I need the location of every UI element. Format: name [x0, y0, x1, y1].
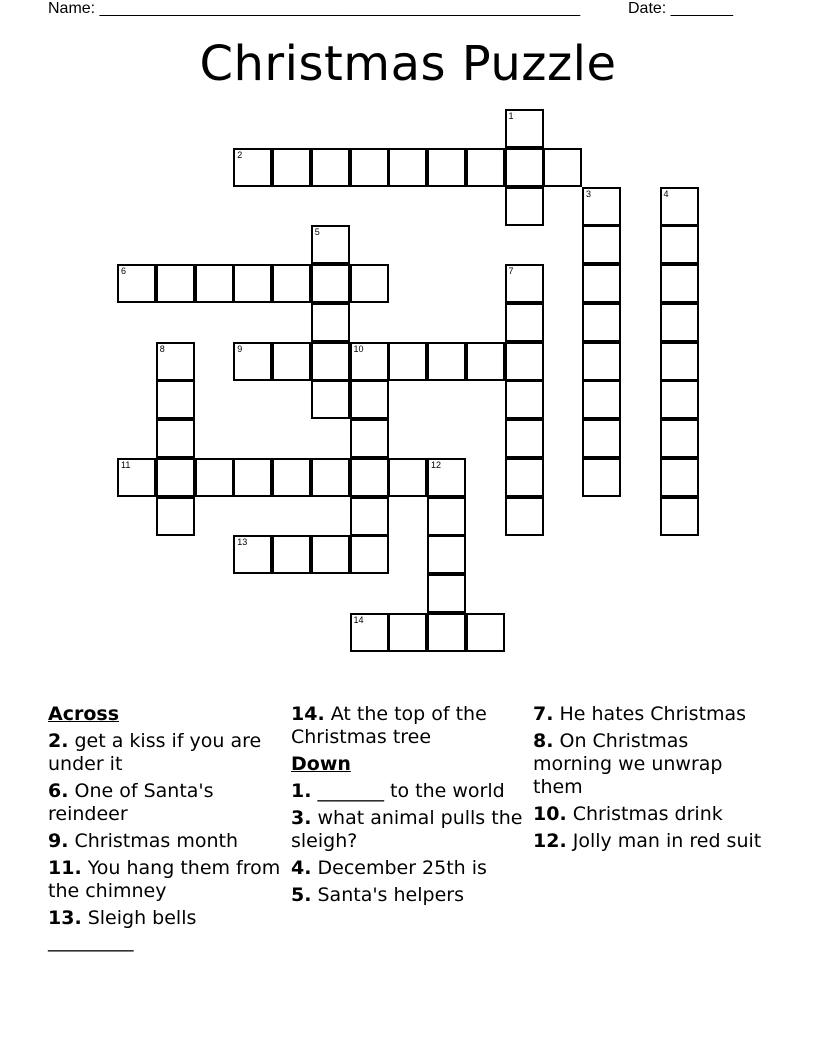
- crossword-cell[interactable]: [233, 458, 272, 497]
- crossword-cell[interactable]: [311, 303, 350, 342]
- crossword-cell[interactable]: [350, 497, 389, 536]
- clue-across-11: [48, 857, 284, 903]
- crossword-cell[interactable]: [388, 148, 427, 187]
- crossword-cell[interactable]: [156, 264, 195, 303]
- crossword-cell[interactable]: [388, 342, 427, 381]
- crossword-cell[interactable]: [350, 535, 389, 574]
- crossword-cell[interactable]: [272, 342, 311, 381]
- clue-across-6: [48, 780, 284, 826]
- clue-text: He hates Christmas: [553, 703, 747, 725]
- crossword-cell[interactable]: [350, 380, 389, 419]
- clue-number: 5.: [291, 884, 312, 906]
- puzzle-title: Christmas Puzzle: [199, 36, 617, 92]
- clue-text: Christmas drink: [566, 803, 723, 825]
- crossword-cell[interactable]: [582, 187, 621, 226]
- crossword-cell[interactable]: [350, 419, 389, 458]
- clue-down-7: [533, 703, 769, 726]
- cell-number: 6: [121, 266, 127, 276]
- crossword-cell[interactable]: [272, 148, 311, 187]
- cell-number: 14: [353, 614, 364, 625]
- clue-number: 2.: [48, 730, 69, 752]
- crossword-cell[interactable]: [582, 264, 621, 303]
- crossword-cell[interactable]: [582, 303, 621, 342]
- crossword-cell[interactable]: [233, 264, 272, 303]
- crossword-cell[interactable]: [233, 148, 272, 187]
- clue-number: 3.: [291, 807, 312, 829]
- crossword-cell[interactable]: [311, 264, 350, 303]
- crossword-cell[interactable]: [156, 342, 195, 381]
- clue-number: 14.: [291, 703, 325, 725]
- clue-number: 6.: [48, 780, 69, 802]
- clue-down-10: [533, 803, 769, 826]
- crossword-cell[interactable]: [195, 458, 234, 497]
- crossword-cell[interactable]: [505, 458, 544, 497]
- clue-text: You hang them from the chimney: [48, 857, 281, 902]
- clue-across-14: [291, 703, 527, 749]
- clue-text: Christmas month: [68, 830, 238, 852]
- crossword-cell[interactable]: [505, 419, 544, 458]
- cell-number: 7: [508, 266, 514, 276]
- crossword-cell[interactable]: [350, 264, 389, 303]
- crossword-cell[interactable]: [427, 535, 466, 574]
- crossword-cell[interactable]: [505, 380, 544, 419]
- crossword-cell[interactable]: [311, 458, 350, 497]
- crossword-cell[interactable]: [505, 264, 544, 303]
- cell-number: 8: [159, 343, 165, 354]
- crossword-cell[interactable]: [117, 264, 156, 303]
- cell-number: 5: [314, 227, 320, 238]
- clue-down-8: [533, 730, 769, 799]
- cell-number: 2: [237, 149, 243, 160]
- clue-text: what animal pulls the sleigh?: [291, 807, 523, 852]
- clue-number: 10.: [533, 803, 567, 825]
- crossword-cell[interactable]: [156, 497, 195, 536]
- crossword-cell[interactable]: [505, 109, 544, 148]
- clue-down-1: [291, 780, 527, 803]
- cell-number: 4: [663, 188, 669, 199]
- clue-down-12: [533, 830, 769, 853]
- crossword-cell[interactable]: [660, 342, 699, 381]
- clue-text: December 25th is: [311, 857, 487, 879]
- crossword-cell[interactable]: [311, 380, 350, 419]
- crossword-cell[interactable]: [427, 497, 466, 536]
- crossword-cell[interactable]: [427, 613, 466, 652]
- crossword-cell[interactable]: [156, 380, 195, 419]
- crossword-cell[interactable]: [350, 613, 389, 652]
- crossword-cell[interactable]: [156, 419, 195, 458]
- crossword-cell[interactable]: [466, 613, 505, 652]
- clues-column-3: [533, 703, 769, 857]
- crossword-cell[interactable]: [350, 148, 389, 187]
- clue-number: 9.: [48, 830, 69, 852]
- clue-number: 11.: [48, 857, 82, 879]
- clue-number: 1.: [291, 780, 312, 802]
- name-field-line: Name: ______________________________________________________: [48, 0, 581, 17]
- crossword-cell[interactable]: [582, 419, 621, 458]
- clue-text: Sleigh bells _________: [48, 907, 197, 952]
- crossword-cell[interactable]: [233, 535, 272, 574]
- clue-number: 7.: [533, 703, 554, 725]
- crossword-cell[interactable]: [660, 264, 699, 303]
- crossword-cell[interactable]: [272, 535, 311, 574]
- clue-number: 8.: [533, 730, 554, 752]
- crossword-cell[interactable]: [427, 458, 466, 497]
- crossword-cell[interactable]: [582, 342, 621, 381]
- clue-text: At the top of the Christmas tree: [291, 703, 487, 748]
- crossword-cell[interactable]: [660, 225, 699, 264]
- crossword-cell[interactable]: [582, 458, 621, 497]
- crossword-cell[interactable]: [311, 148, 350, 187]
- clue-text: On Christmas morning we unwrap them: [533, 730, 723, 798]
- crossword-cell[interactable]: [311, 342, 350, 381]
- crossword-cell[interactable]: [388, 613, 427, 652]
- clue-text: Jolly man in red suit: [566, 830, 762, 852]
- clue-across-9: [48, 830, 284, 853]
- clue-down-5: [291, 884, 527, 907]
- crossword-cell[interactable]: [156, 458, 195, 497]
- crossword-cell[interactable]: [660, 380, 699, 419]
- clue-number: 13.: [48, 907, 82, 929]
- crossword-cell[interactable]: [272, 458, 311, 497]
- crossword-cell[interactable]: [388, 458, 427, 497]
- clue-number: 4.: [291, 857, 312, 879]
- date-field-line: Date: _______: [628, 0, 733, 17]
- crossword-cell[interactable]: [660, 303, 699, 342]
- crossword-cell[interactable]: [272, 264, 311, 303]
- clue-number: 12.: [533, 830, 567, 852]
- crossword-cell[interactable]: [427, 342, 466, 381]
- clue-down-3: [291, 807, 527, 853]
- down-heading: Down: [291, 753, 351, 775]
- clues-column-1: [48, 703, 284, 957]
- crossword-cell[interactable]: [427, 148, 466, 187]
- crossword-cell[interactable]: [505, 497, 544, 536]
- cell-number: 11: [121, 459, 131, 470]
- clue-text: One of Santa's reindeer: [48, 780, 214, 825]
- clue-text: _______ to the world: [311, 780, 505, 802]
- cell-number: 10: [353, 343, 364, 354]
- crossword-cell[interactable]: [505, 342, 544, 381]
- crossword-cell[interactable]: [660, 187, 699, 226]
- crossword-cell[interactable]: [660, 458, 699, 497]
- crossword-cell[interactable]: [543, 148, 582, 187]
- crossword-cell[interactable]: [505, 187, 544, 226]
- crossword-cell[interactable]: [660, 419, 699, 458]
- cell-number: 3: [586, 188, 592, 199]
- crossword-cell[interactable]: [427, 574, 466, 613]
- crossword-cell[interactable]: [505, 303, 544, 342]
- crossword-cell[interactable]: [582, 380, 621, 419]
- cell-number: 12: [431, 459, 442, 470]
- crossword-cell[interactable]: [233, 342, 272, 381]
- cell-number: 13: [237, 537, 248, 548]
- clue-text: Santa's helpers: [311, 884, 464, 906]
- clues-column-2: [291, 703, 527, 911]
- clue-down-4: [291, 857, 527, 880]
- crossword-cell[interactable]: [311, 225, 350, 264]
- cell-number: 9: [237, 343, 243, 354]
- crossword-cell[interactable]: [117, 458, 156, 497]
- cell-number: 1: [508, 111, 514, 121]
- crossword-cell[interactable]: [660, 497, 699, 536]
- crossword-cell[interactable]: [505, 148, 544, 187]
- across-heading: Across: [48, 703, 120, 725]
- clue-text: get a kiss if you are under it: [48, 730, 262, 775]
- crossword-cell[interactable]: [350, 342, 389, 381]
- crossword-cell[interactable]: [350, 458, 389, 497]
- clue-across-2: [48, 730, 284, 776]
- crossword-cell[interactable]: [311, 535, 350, 574]
- crossword-cell[interactable]: [582, 225, 621, 264]
- clue-across-13: [48, 907, 284, 953]
- crossword-cell[interactable]: [195, 264, 234, 303]
- crossword-cell[interactable]: [466, 148, 505, 187]
- crossword-cell[interactable]: [466, 342, 505, 381]
